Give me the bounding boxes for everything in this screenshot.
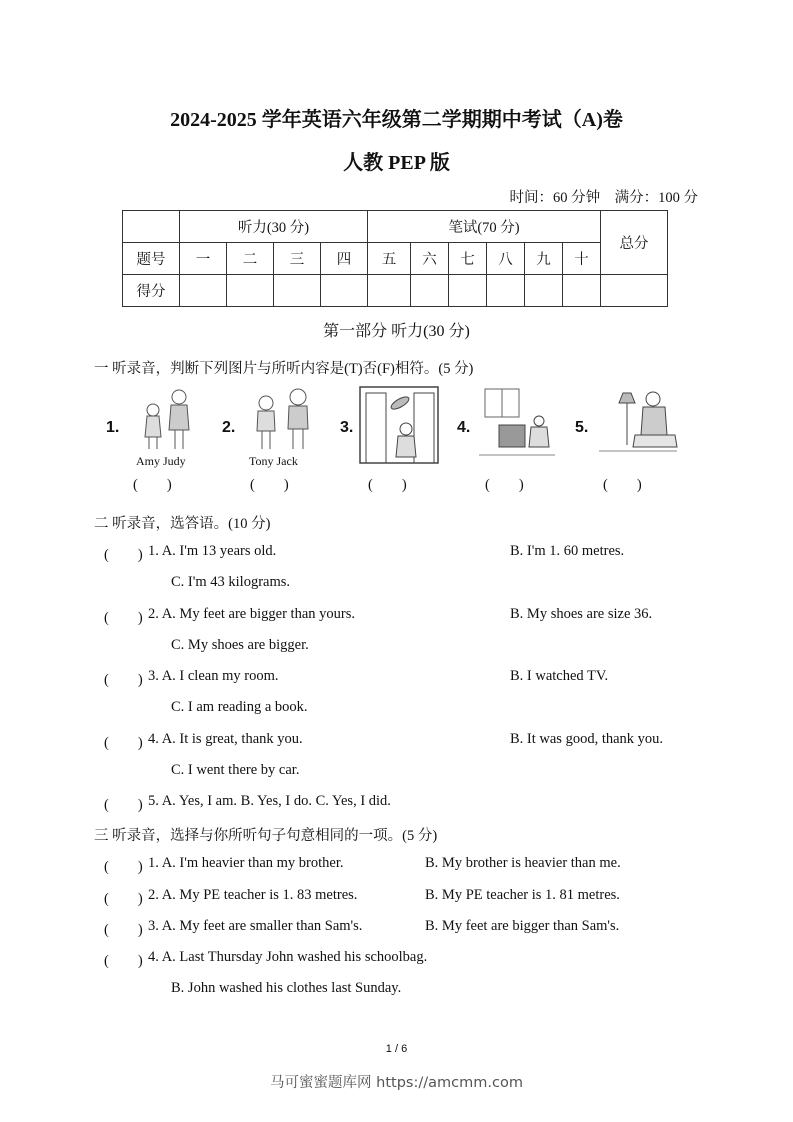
exam-title: 2024-2025 学年英语六年级第二学期期中考试（A)卷 [170, 109, 623, 131]
option-b: B. My PE teacher is 1. 81 metres. [425, 887, 620, 903]
answer-paren[interactable]: ( ) [104, 672, 143, 688]
section1-instruction: 一 听录音，判断下列图片与所听内容是(T)否(F)相符。(5 分) [94, 361, 474, 377]
picture-number: 3. [340, 419, 354, 436]
picture-number: 5. [575, 419, 589, 436]
score-cell[interactable] [487, 275, 525, 307]
option-a: 3. A. I clean my room. [148, 668, 279, 684]
wardrobe-illustration-icon [358, 385, 440, 465]
option-a: 4. A. Last Thursday John washed his schoolbag. [148, 949, 428, 965]
score-cell[interactable] [180, 275, 227, 307]
picture-number: 4. [457, 419, 471, 436]
score-cell[interactable] [368, 275, 411, 307]
section2-instruction: 二 听录音，选答语。(10 分) [94, 516, 271, 532]
answer-paren[interactable]: ( ) [104, 891, 143, 907]
question-cell: 五 [368, 243, 411, 275]
answer-paren[interactable]: ( ) [104, 547, 143, 563]
option-a: 5. A. Yes, I am. B. Yes, I do. C. Yes, I did. [148, 793, 391, 809]
question-cell: 二 [227, 243, 274, 275]
option-a: 3. A. My feet are smaller than Sam's. [148, 918, 363, 934]
total-score-cell[interactable] [601, 275, 668, 307]
picture-number: 1. [106, 419, 120, 436]
question-cell: 四 [321, 243, 368, 275]
question-row-label: 题号 [123, 243, 180, 275]
option-c: C. I am reading a book. [171, 699, 308, 715]
answer-paren[interactable]: ( ) [133, 477, 172, 493]
score-cell[interactable] [525, 275, 563, 307]
answer-paren[interactable]: ( ) [104, 922, 143, 938]
page-number: 1 / 6 [385, 1043, 408, 1055]
option-a: 2. A. My feet are bigger than yours. [148, 606, 355, 622]
time-info: 时间：60 分钟 满分：100 分 [509, 190, 698, 206]
question-cell: 六 [411, 243, 449, 275]
option-c: C. My shoes are bigger. [171, 637, 309, 653]
picture-caption: Tony Jack [249, 454, 298, 468]
question-cell: 八 [487, 243, 525, 275]
score-cell[interactable] [321, 275, 368, 307]
answer-paren[interactable]: ( ) [104, 610, 143, 626]
option-b: B. I watched TV. [510, 668, 609, 684]
score-cell[interactable] [449, 275, 487, 307]
question-cell: 九 [525, 243, 563, 275]
score-cell[interactable] [274, 275, 321, 307]
girls-illustration-icon [135, 385, 200, 455]
answer-paren[interactable]: ( ) [104, 859, 143, 875]
sitting-woman-illustration-icon [595, 385, 680, 460]
option-b: B. I'm 1. 60 metres. [510, 543, 625, 559]
writing-header: 笔试(70 分) [368, 211, 601, 243]
answer-paren[interactable]: ( ) [368, 477, 407, 493]
option-a: 1. A. I'm heavier than my brother. [148, 855, 344, 871]
option-c: C. I'm 43 kilograms. [171, 574, 291, 590]
site-watermark: 马可蜜蜜题库网 https://amcmm.com [270, 1075, 523, 1091]
option-b: B. My shoes are size 36. [510, 606, 653, 622]
picture-caption: Amy Judy [136, 454, 186, 468]
option-b: B. My brother is heavier than me. [425, 855, 621, 871]
exam-subtitle: 人教 PEP 版 [343, 152, 450, 174]
option-b: B. It was good, thank you. [510, 731, 664, 747]
answer-paren[interactable]: ( ) [603, 477, 642, 493]
option-a: 2. A. My PE teacher is 1. 83 metres. [148, 887, 358, 903]
question-cell: 三 [274, 243, 321, 275]
score-cell[interactable] [227, 275, 274, 307]
option-b: B. My feet are bigger than Sam's. [425, 918, 620, 934]
question-cell: 七 [449, 243, 487, 275]
answer-paren[interactable]: ( ) [104, 797, 143, 813]
answer-paren[interactable]: ( ) [104, 735, 143, 751]
question-cell: 十 [563, 243, 601, 275]
score-table [122, 210, 668, 307]
section1-pictures [100, 385, 700, 493]
score-table-corner [123, 211, 180, 243]
option-a: 1. A. I'm 13 years old. [148, 543, 277, 559]
score-row-label: 得分 [123, 275, 180, 307]
score-cell[interactable] [411, 275, 449, 307]
picture-number: 2. [222, 419, 236, 436]
score-cell[interactable] [563, 275, 601, 307]
living-room-illustration-icon [477, 385, 557, 465]
boys-illustration-icon [248, 385, 318, 455]
part1-title: 第一部分 听力(30 分) [323, 323, 470, 340]
total-header: 总分 [601, 211, 668, 275]
listening-header: 听力(30 分) [180, 211, 368, 243]
answer-paren[interactable]: ( ) [485, 477, 524, 493]
option-b: B. John washed his clothes last Sunday. [171, 980, 402, 996]
answer-paren[interactable]: ( ) [250, 477, 289, 493]
option-c: C. I went there by car. [171, 762, 300, 778]
question-cell: 一 [180, 243, 227, 275]
answer-paren[interactable]: ( ) [104, 953, 143, 969]
option-a: 4. A. It is great, thank you. [148, 731, 303, 747]
section3-instruction: 三 听录音，选择与你所听句子句意相同的一项。(5 分) [94, 828, 438, 844]
